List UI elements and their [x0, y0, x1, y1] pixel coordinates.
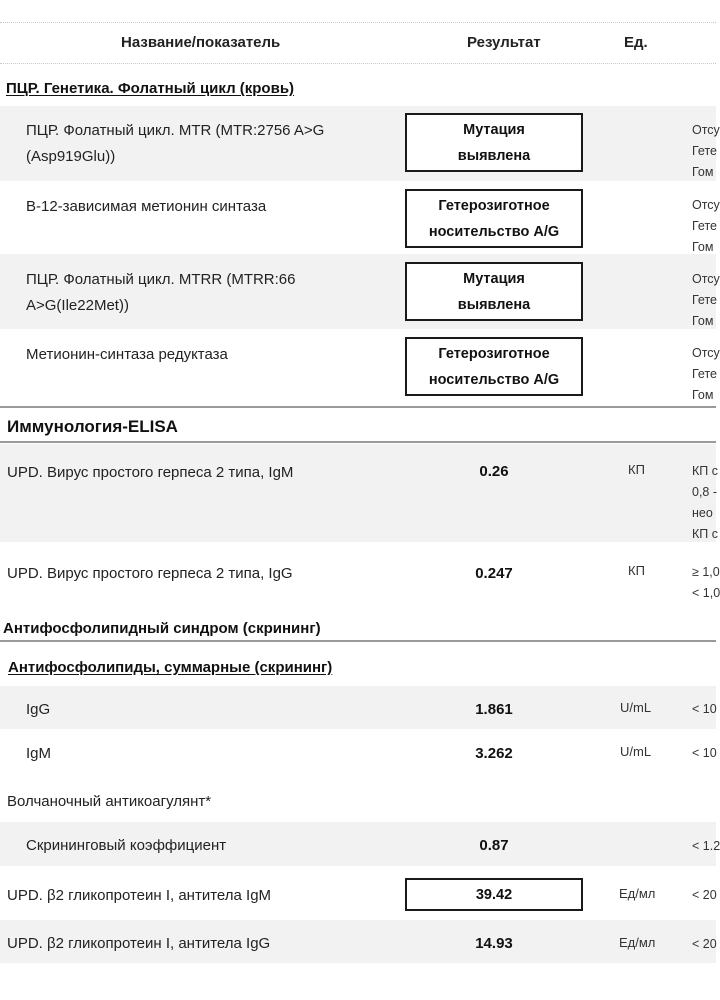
- section-divider: [0, 406, 716, 408]
- table-row-igg: [0, 686, 716, 729]
- unit: U/mL: [620, 700, 652, 715]
- reference-range: Отсу Гете Гом: [692, 346, 720, 402]
- reference-range: КП с 0,8 - нео КП с: [692, 464, 718, 541]
- section-title-genetics: ПЦР. Генетика. Фолатный цикл (кровь): [6, 80, 295, 97]
- result-box-flagged: Гетерозиготное носительство A/G: [405, 189, 583, 248]
- row-name: UPD. Вирус простого герпеса 2 типа, IgG: [7, 565, 293, 582]
- section-divider: [0, 640, 716, 642]
- row-name: UPD. β2 гликопротеин I, антитела IgG: [7, 935, 271, 952]
- result-value: 0.247: [475, 565, 513, 582]
- result-value: 1.861: [475, 701, 513, 718]
- row-name: UPD. Вирус простого герпеса 2 типа, IgM: [7, 464, 294, 481]
- result-box-flagged: Мутация выявлена: [405, 113, 583, 172]
- unit: U/mL: [620, 744, 652, 759]
- row-name: IgM: [26, 745, 52, 762]
- column-header-name: Название/показатель: [121, 34, 281, 51]
- result-value: 0.26: [479, 463, 509, 480]
- section-title-immunology: Иммунология-ELISA: [7, 417, 178, 436]
- row-name: IgG: [26, 701, 51, 718]
- reference-range: < 10: [692, 702, 717, 716]
- reference-range: < 10: [692, 746, 717, 760]
- reference-range: < 20: [692, 888, 717, 902]
- result-value: 14.93: [475, 935, 513, 952]
- row-name: UPD. β2 гликопротеин I, антитела IgM: [7, 887, 272, 904]
- reference-range: Отсу Гете Гом: [692, 198, 720, 254]
- reference-range: ≥ 1,0 < 1,0: [692, 565, 720, 600]
- result-box-flagged: Гетерозиготное носительство A/G: [405, 337, 583, 396]
- row-name: ПЦР. Фолатный цикл. MTRR (MTRR:66 A>G(Ile22Met)): [26, 271, 296, 314]
- reference-range: Отсу Гете Гом: [692, 123, 720, 179]
- unit: КП: [628, 462, 645, 477]
- row-name: Скрининговый коэффициент: [26, 837, 227, 854]
- reference-range: < 20: [692, 937, 717, 951]
- result-box-flagged: Мутация выявлена: [405, 262, 583, 321]
- unit: КП: [628, 563, 645, 578]
- result-value: 3.262: [475, 745, 513, 762]
- header-divider: [0, 63, 716, 64]
- row-name: ПЦР. Фолатный цикл. MTR (MTR:2756 A>G (Asp919Glu)): [26, 122, 325, 165]
- table-row-hsv-igm: [0, 444, 716, 542]
- reference-range: < 1.2: [692, 839, 720, 853]
- unit: Ед/мл: [619, 886, 656, 901]
- top-divider: [0, 22, 716, 23]
- row-name: B-12-зависимая метионин синтаза: [26, 198, 267, 215]
- column-header-result: Результат: [467, 34, 541, 51]
- reference-range: Отсу Гете Гом: [692, 272, 720, 328]
- result-box-flagged: 39.42: [405, 878, 583, 911]
- section-title-aps: Антифосфолипидный синдром (скрининг): [3, 620, 321, 637]
- unit: Ед/мл: [619, 935, 656, 950]
- row-name: Метионин-синтаза редуктаза: [26, 346, 228, 363]
- result-value: 0.87: [479, 837, 509, 854]
- column-header-unit: Ед.: [624, 34, 648, 51]
- subsection-title-lupus: Волчаночный антикоагулянт*: [7, 793, 212, 810]
- section-divider: [0, 441, 716, 443]
- subsection-title-antiphospholipids: Антифосфолипиды, суммарные (скрининг): [8, 659, 333, 676]
